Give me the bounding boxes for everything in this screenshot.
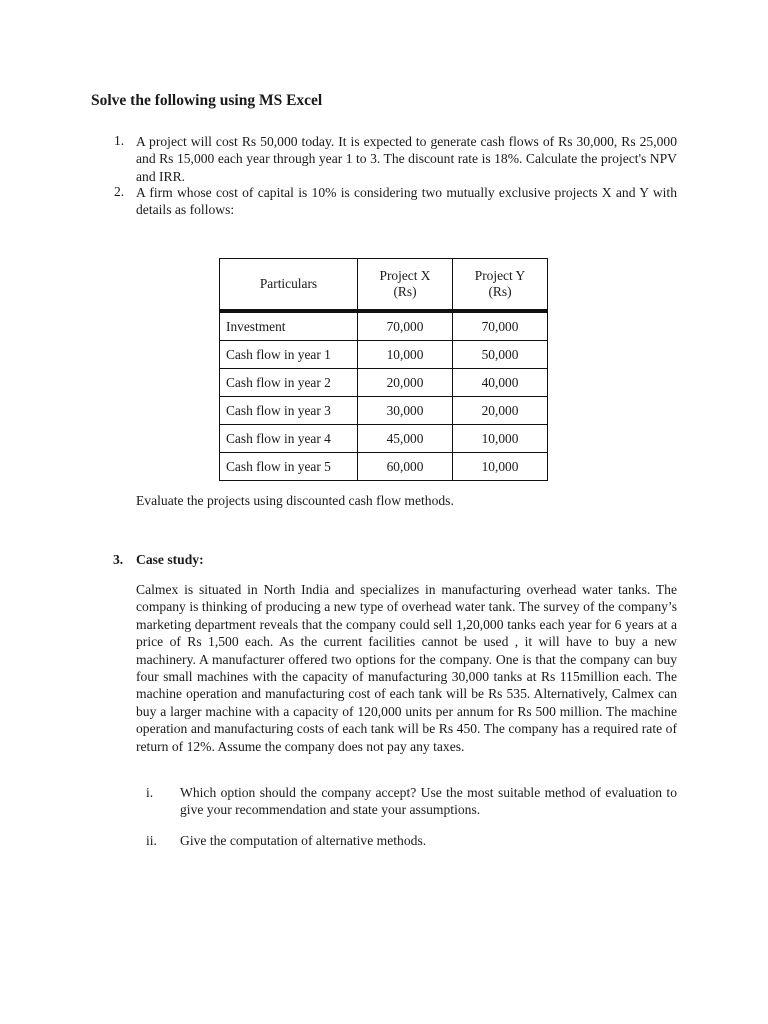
- table-row: [220, 397, 548, 425]
- project-x-value: 30,000: [358, 397, 453, 425]
- project-x-value: 20,000: [358, 369, 453, 397]
- table-row: [220, 453, 548, 481]
- q2-after-text: Evaluate the projects using discounted cash flow methods.: [136, 493, 454, 508]
- row-label: Cash flow in year 1: [220, 341, 358, 369]
- header-project-x: [358, 259, 453, 310]
- sub-question-number: i.: [146, 785, 154, 800]
- project-y-value: 70,000: [453, 312, 548, 341]
- table-header-row: [220, 259, 548, 310]
- row-label: Investment: [220, 312, 358, 341]
- sub-question-text: Give the computation of alternative methods.: [180, 833, 427, 848]
- row-label: Cash flow in year 5: [220, 453, 358, 481]
- q3-number: 3.: [113, 552, 124, 567]
- projects-table: [219, 258, 548, 481]
- project-x-value: 10,000: [358, 341, 453, 369]
- q2-text: A firm whose cost of capital is 10% is considering two mutually exclusive projects X and Y with details as follows:: [136, 185, 677, 218]
- project-y-value: 40,000: [453, 369, 548, 397]
- project-y-value: 10,000: [453, 425, 548, 453]
- q2-number: 2.: [114, 184, 125, 199]
- project-x-value: 45,000: [358, 425, 453, 453]
- project-x-value: 70,000: [358, 312, 453, 341]
- project-y-value: 50,000: [453, 341, 548, 369]
- header-project-y: [453, 259, 548, 310]
- header-project-y-label: Project Y (Rs): [474, 268, 526, 299]
- table-row: [220, 312, 548, 341]
- table-row: [220, 425, 548, 453]
- project-y-value: 20,000: [453, 397, 548, 425]
- row-label: Cash flow in year 3: [220, 397, 358, 425]
- sub-question-text: Which option should the company accept? Use the most suitable method of evaluation to give your recommendation and state your assumptions.: [180, 785, 677, 818]
- row-label: Cash flow in year 2: [220, 369, 358, 397]
- q1-number: 1.: [114, 133, 125, 148]
- case-study-text: Calmex is situated in North India and specializes in manufacturing overhead water tanks. The company is thinking of producing a new type of overhead water tank. The survey of the company’s marketing department reveals that the company could sell 1,20,000 tanks each year for 6 years at a price of Rs 1,500 each. As the current facilities cannot be used , it will have to buy a new machinery. A manufacturer offered two options for the company. One is that the company can buy four small machines with the capacity of manufacturing 30,000 tanks at Rs 115million each. The machine operation and manufacturing cost of each tank will be Rs 535. Alternatively, Calmex can buy a larger machine with a capacity of 120,000 units per annum for Rs 500 million. The machine operation and manufacturing costs of each tank will be Rs 450. The company has a required rate of return of 12%. Assume the company does not pay any taxes.: [136, 582, 677, 754]
- project-y-value: 10,000: [453, 453, 548, 481]
- table-row: [220, 369, 548, 397]
- case-study-heading: Case study:: [136, 552, 204, 567]
- q1-text: A project will cost Rs 50,000 today. It is expected to generate cash flows of Rs 30,000, Rs 25,000 and Rs 15,000 each year through year 1 to 3. The discount rate is 18%. Calculate the project's NPV and IRR.: [136, 134, 677, 184]
- header-project-x-label: Project X (Rs): [379, 268, 431, 299]
- row-label: Cash flow in year 4: [220, 425, 358, 453]
- table-row: [220, 341, 548, 369]
- page-title: Solve the following using MS Excel: [91, 92, 323, 109]
- sub-question-number: ii.: [146, 833, 157, 848]
- header-particulars: Particulars: [220, 259, 358, 310]
- project-x-value: 60,000: [358, 453, 453, 481]
